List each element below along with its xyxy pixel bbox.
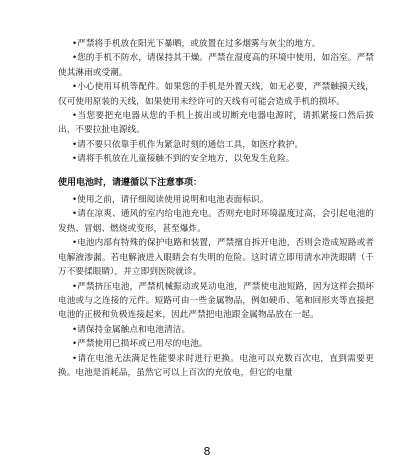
handset-care-section [58,37,374,167]
battery-item-read-instructions: •使用之前，请仔细阅读使用说明和电池表面标识。 [72,195,269,206]
page-content [58,37,374,380]
battery-section-heading: 使用电池时，请遵循以下注意事项： [58,177,203,188]
battery-item-no-damaged: •严禁使用已损坏或已用尽的电池。 [72,339,208,350]
battery-item-do-not-disassemble: •电池内部有特殊的保护电路和装置，严禁擅自拆开电池，否则会造成短路或者电解液渗漏。若电解液进入眼睛会有失明的危险。这时请立即用清水冲洗眼睛（千万不要揉眼睛），并立即到医院就诊。 [58,238,374,278]
battery-section [58,176,374,381]
care-item-emergency: •请不要只依靠手机作为紧急时刻的通信工具，如医疗救护。 [72,139,304,150]
battery-item-charge-location: •请在凉爽、通风的室内给电池充电。否则充电时环境温度过高，会引起电池的发热、冒烟、燃烧或变形，甚至爆炸。 [58,209,374,234]
care-item-accessories: •小心使用耳机等配件。如果您的手机是外置天线，如无必要，严禁触摸天线，仅可使用原装的天线，如果使用未经许可的天线有可能会造成手机的损坏。 [58,82,374,107]
battery-item-no-short-circuit: •严禁挤压电池，严禁机械振动或晃动电池，严禁使电池短路，因为这样会损坏电池或与之连接的元件。短路可由一些金属物品，例如硬币、笔和回形夹等直接把电池的正极和负极连接起来，因此严禁把电池跟金属物品放在一起。 [58,281,374,321]
care-item-charger: •当您要把充电器从您的手机上拔出或切断充电器电源时，请抓紧接口然后拔出，不要拉扯电源线。 [58,111,374,136]
section-spacer [58,167,374,176]
page-number: 8 [203,445,211,458]
battery-item-keep-clean: •请保持金属触点和电池清洁。 [72,324,191,335]
care-item-waterproof: •您的手机不防水，请保持其干燥。严禁在湿度高的环境中使用，如浴室。严禁使其淋雨或受潮。 [58,53,374,78]
battery-item-replace: •请在电池无法满足性能要求时进行更换。电池可以充数百次电，直到需要更换。电池是消耗品，虽然它可以上百次的充放电，但它的电量 [58,353,374,378]
care-item-children: •请将手机放在儿童接触不到的安全地方，以免发生危险。 [72,154,295,165]
care-item-sunlight: •严禁将手机放在阳光下暴晒，或放置在过多烟雾与灰尘的地方。 [72,39,321,49]
